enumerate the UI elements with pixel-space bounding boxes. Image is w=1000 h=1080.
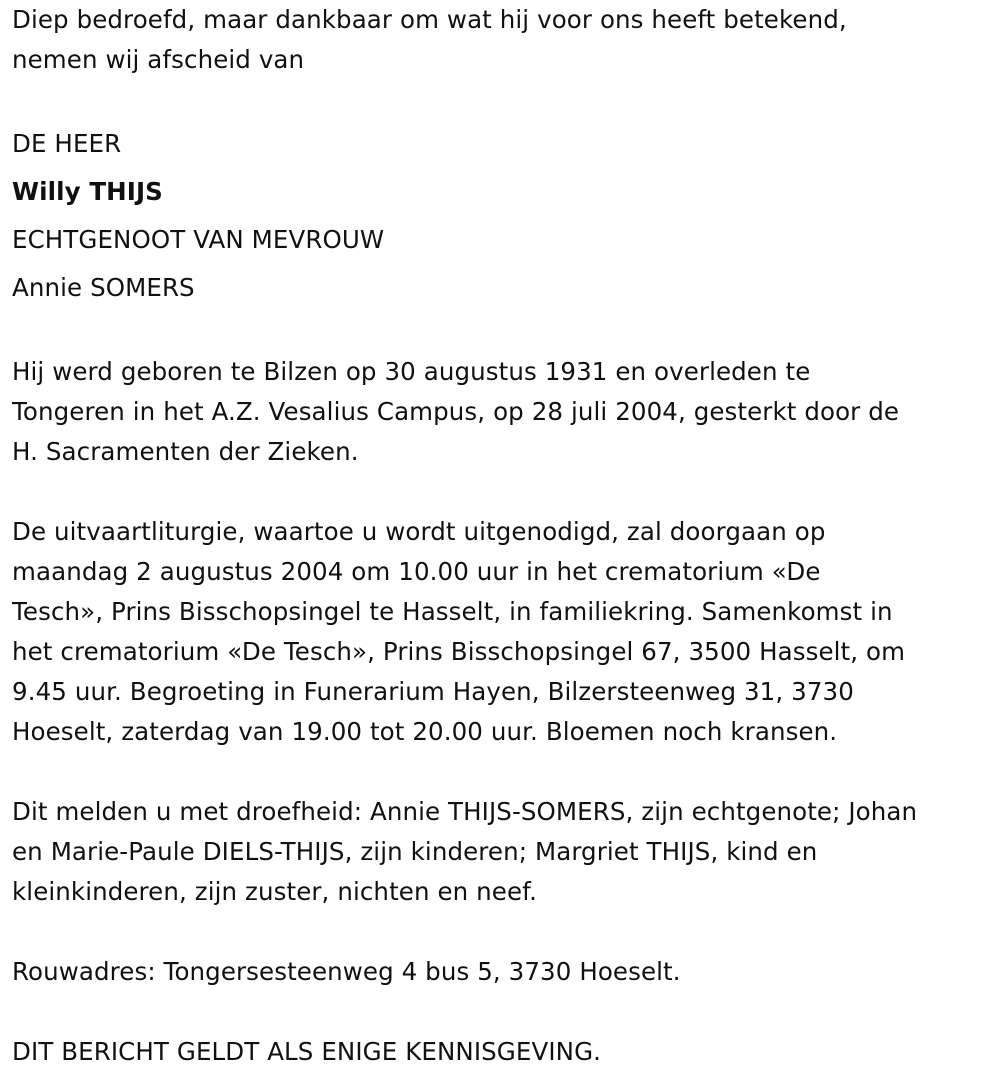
address-paragraph [12, 952, 997, 992]
intro-line: Diep bedroefd, maar dankbaar om wat hij voor ons heeft betekend, [12, 5, 847, 34]
spacer [12, 992, 997, 1032]
birth-death-line: Hij werd geboren te Bilzen op 30 augustus 1931 en overleden te [12, 357, 811, 386]
spacer [12, 80, 997, 120]
closing-paragraph [12, 1032, 997, 1072]
family-line: Dit melden u met droefheid: Annie THIJS-SOMERS, zijn echtgenote; Johan [12, 797, 918, 826]
intro-paragraph [12, 0, 997, 80]
spacer [12, 752, 997, 792]
funeral-line: maandag 2 augustus 2004 om 10.00 uur in het crematorium «De [12, 557, 821, 586]
family-paragraph [12, 792, 997, 912]
spacer [12, 312, 997, 352]
spouse-name: Annie SOMERS [12, 273, 195, 302]
funeral-paragraph [12, 512, 997, 752]
mourning-address: Rouwadres: Tongersesteenweg 4 bus 5, 3730 Hoeselt. [12, 957, 681, 986]
family-line: en Marie-Paule DIELS-THIJS, zijn kinderen; Margriet THIJS, kind en [12, 837, 818, 866]
deceased-title: DE HEER [12, 129, 122, 158]
funeral-line: Hoeselt, zaterdag van 19.00 tot 20.00 uur. Bloemen noch kransen. [12, 717, 838, 746]
obituary-notice [12, 0, 997, 1072]
birth-death-line: Tongeren in het A.Z. Vesalius Campus, op 28 juli 2004, gesterkt door de [12, 397, 900, 426]
spacer [12, 472, 997, 512]
birth-death-paragraph [12, 352, 997, 472]
closing-statement: DIT BERICHT GELDT ALS ENIGE KENNISGEVING. [12, 1037, 602, 1066]
birth-death-line: H. Sacramenten der Zieken. [12, 437, 359, 466]
intro-line: nemen wij afscheid van [12, 45, 305, 74]
spacer [12, 912, 997, 952]
family-line: kleinkinderen, zijn zuster, nichten en neef. [12, 877, 537, 906]
funeral-line: het crematorium «De Tesch», Prins Bisschopsingel 67, 3500 Hasselt, om [12, 637, 906, 666]
funeral-line: Tesch», Prins Bisschopsingel te Hasselt, in familiekring. Samenkomst in [12, 597, 893, 626]
funeral-line: De uitvaartliturgie, waartoe u wordt uitgenodigd, zal doorgaan op [12, 517, 826, 546]
funeral-line: 9.45 uur. Begroeting in Funerarium Hayen, Bilzersteenweg 31, 3730 [12, 677, 854, 706]
deceased-block [12, 120, 997, 312]
deceased-name: Willy THIJS [12, 177, 163, 206]
deceased-relation: ECHTGENOOT VAN MEVROUW [12, 225, 385, 254]
